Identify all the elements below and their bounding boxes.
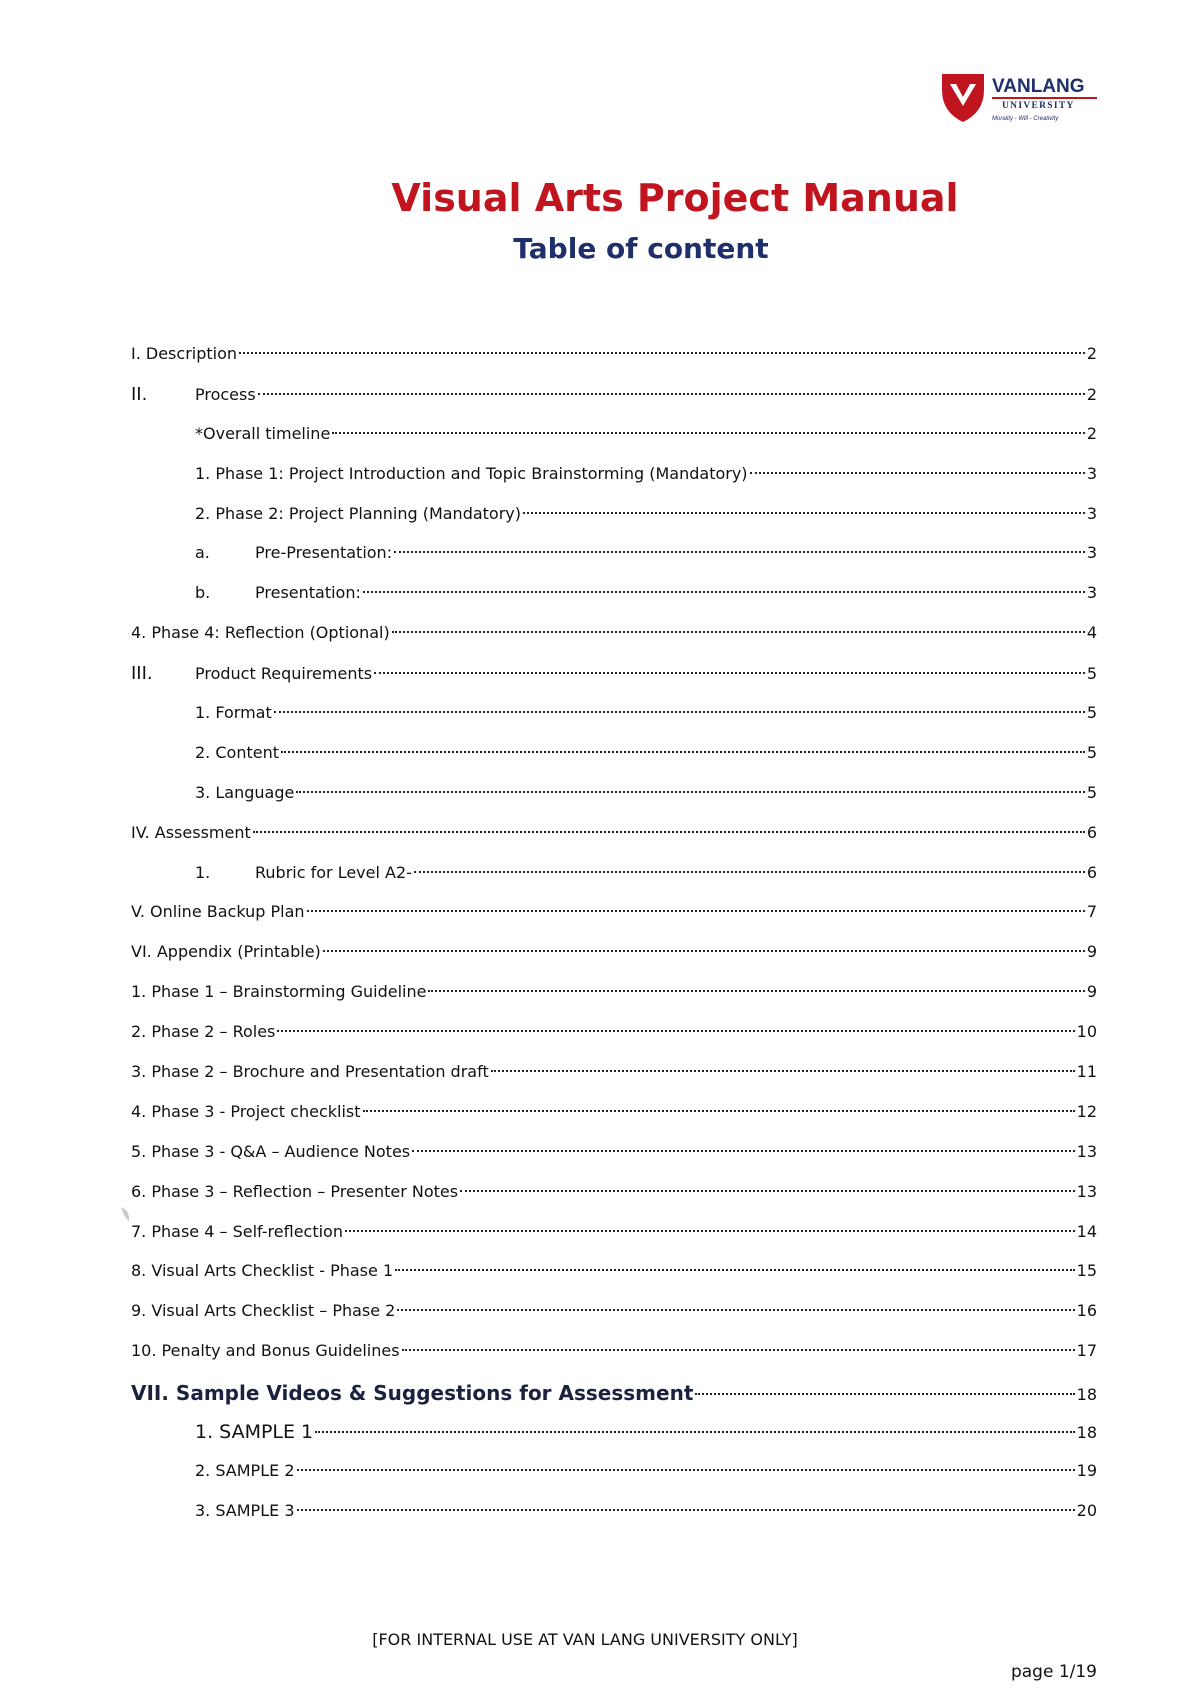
toc-entry-presentation[interactable]: b. Presentation: 3 [195, 583, 1097, 603]
toc-entry-assessment[interactable]: IV. Assessment 6 [131, 822, 1097, 842]
toc-page-number: 19 [1076, 1460, 1097, 1480]
toc-page-number: 6 [1086, 822, 1097, 842]
logo-university: UNIVERSITY [1002, 101, 1075, 111]
toc-entry-sample-3[interactable]: 3. SAMPLE 3 20 [195, 1500, 1097, 1520]
toc-entry-phase-4[interactable]: 4. Phase 4: Reflection (Optional) 4 [131, 623, 1097, 643]
toc-page-number: 13 [1076, 1181, 1097, 1201]
toc-page-number: 7 [1086, 902, 1097, 922]
toc-page-number: 2 [1086, 344, 1097, 363]
toc-entry-appendix[interactable]: VI. Appendix (Printable) 9 [131, 942, 1097, 962]
toc-entry-sample-2[interactable]: 2. SAMPLE 2 19 [195, 1460, 1097, 1480]
toc-page-number: 3 [1086, 463, 1097, 483]
toc-entry-sample-1[interactable]: 1. SAMPLE 1 18 [195, 1421, 1097, 1444]
toc-page-number: 6 [1086, 862, 1097, 882]
toc-entry-appendix-8[interactable]: 8. Visual Arts Checklist - Phase 1 15 [131, 1261, 1097, 1281]
vanlang-university-logo [940, 72, 1100, 124]
toc-entry-pre-presentation[interactable]: a. Pre-Presentation: 3 [195, 543, 1097, 563]
toc-page-number: 13 [1076, 1141, 1097, 1161]
toc-entry-format[interactable]: 1. Format 5 [195, 703, 1097, 723]
toc-entry-sample-videos[interactable]: VII. Sample Videos & Suggestions for Assessment 18 [131, 1381, 1097, 1406]
toc-page-number: 17 [1076, 1341, 1097, 1361]
toc-page-number: 11 [1076, 1062, 1097, 1082]
toc-entry-appendix-10[interactable]: 10. Penalty and Bonus Guidelines 17 [131, 1341, 1097, 1361]
toc-page-number: 3 [1086, 583, 1097, 603]
table-of-contents [131, 344, 1097, 1541]
toc-page-number: 18 [1076, 1385, 1097, 1405]
toc-page-number: 9 [1086, 942, 1097, 962]
toc-entry-rubric[interactable]: 1. Rubric for Level A2- 6 [195, 862, 1097, 882]
internal-use-footer: [FOR INTERNAL USE AT VAN LANG UNIVERSITY ONLY] [372, 1630, 798, 1649]
toc-page-number: 5 [1086, 742, 1097, 762]
toc-entry-description[interactable]: I. Description 2 [131, 344, 1097, 363]
toc-page-number: 9 [1086, 982, 1097, 1002]
toc-entry-phase-2[interactable]: 2. Phase 2: Project Planning (Mandatory) 3 [195, 503, 1097, 523]
toc-entry-appendix-5[interactable]: 5. Phase 3 - Q&A – Audience Notes 13 [131, 1141, 1097, 1161]
toc-entry-appendix-2[interactable]: 2. Phase 2 – Roles 10 [131, 1022, 1097, 1042]
toc-entry-process[interactable]: II. Process 2 [131, 383, 1097, 405]
toc-page-number: 5 [1086, 703, 1097, 723]
toc-entry-appendix-6[interactable]: 6. Phase 3 – Reflection – Presenter Notes 13 [131, 1181, 1097, 1201]
page-number: page 1/19 [1010, 1662, 1097, 1682]
toc-entry-online-backup-plan[interactable]: V. Online Backup Plan 7 [131, 902, 1097, 922]
toc-entry-appendix-7[interactable]: 7. Phase 4 – Self-reflection 14 [131, 1221, 1097, 1241]
toc-page-number: 3 [1086, 503, 1097, 523]
toc-heading: Table of content [513, 232, 769, 265]
comment-marker-icon [118, 1205, 132, 1225]
toc-entry-appendix-1[interactable]: 1. Phase 1 – Brainstorming Guideline 9 [131, 982, 1097, 1002]
logo-name: VANLANG [992, 76, 1085, 97]
toc-entry-product-requirements[interactable]: III. Product Requirements 5 [131, 663, 1097, 685]
toc-page-number: 4 [1086, 623, 1097, 643]
toc-entry-language[interactable]: 3. Language 5 [195, 782, 1097, 802]
toc-page-number: 20 [1076, 1500, 1097, 1520]
toc-page-number: 14 [1076, 1221, 1097, 1241]
toc-page-number: 18 [1076, 1423, 1097, 1443]
toc-entry-overall-timeline[interactable]: *Overall timeline 2 [195, 423, 1097, 443]
toc-entry-phase-1[interactable]: 1. Phase 1: Project Introduction and Topic Brainstorming (Mandatory) 3 [195, 463, 1097, 483]
toc-page-number: 2 [1086, 384, 1097, 404]
toc-page-number: 3 [1086, 543, 1097, 563]
toc-page-number: 10 [1076, 1022, 1097, 1042]
toc-entry-appendix-3[interactable]: 3. Phase 2 – Brochure and Presentation draft 11 [131, 1062, 1097, 1082]
toc-entry-appendix-9[interactable]: 9. Visual Arts Checklist – Phase 2 16 [131, 1301, 1097, 1321]
toc-page-number: 16 [1076, 1301, 1097, 1321]
toc-entry-appendix-4[interactable]: 4. Phase 3 - Project checklist 12 [131, 1101, 1097, 1121]
document-title: Visual Arts Project Manual [391, 176, 959, 220]
toc-page-number: 2 [1086, 423, 1097, 443]
toc-page-number: 5 [1086, 782, 1097, 802]
logo-motto: Morality - Will - Creativity [992, 116, 1059, 122]
toc-page-number: 5 [1086, 664, 1097, 684]
toc-entry-content[interactable]: 2. Content 5 [195, 742, 1097, 762]
toc-page-number: 12 [1076, 1101, 1097, 1121]
toc-page-number: 15 [1076, 1261, 1097, 1281]
